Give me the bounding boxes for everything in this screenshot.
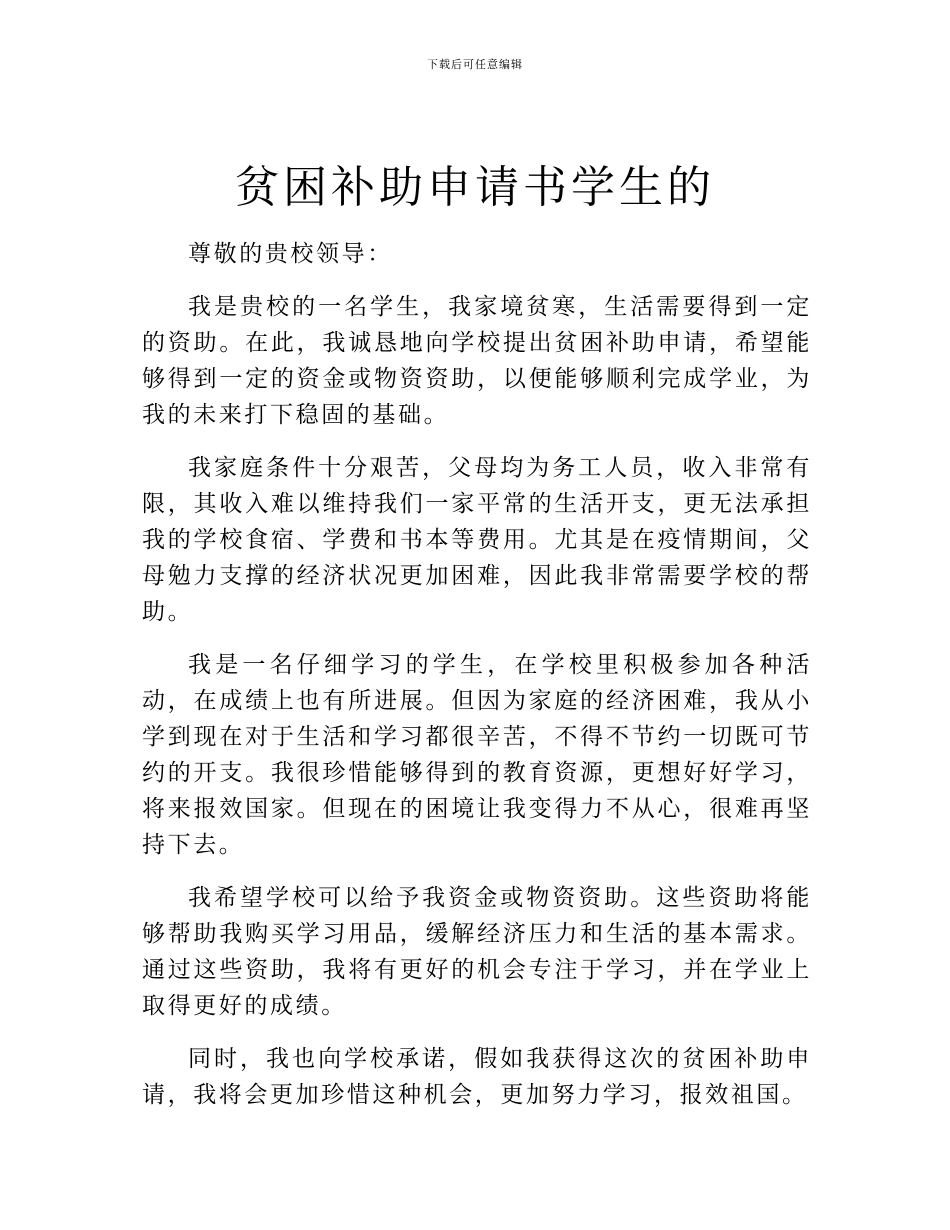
paragraph-4: 我希望学校可以给予我资金或物资资助。这些资助将能够帮助我购买学习用品，缓解经济压力和生活的基本需求。通过这些资助，我将有更好的机会专注于学习，并在学业上取得更好的成绩。	[142, 885, 812, 1019]
document-title: 贫困补助申请书学生的	[235, 162, 715, 213]
paragraph-3: 我是一名仔细学习的学生，在学校里积极参加各种活动，在成绩上也有所进展。但因为家庭的经济困难，我从小学到现在对于生活和学习都很辛苦，不得不节约一切既可节约的开支。我很珍惜能够得到的教育资源，更想好好学习，将来报效国家。但现在的困境让我变得力不从心，很难再坚持下去。	[142, 652, 812, 858]
paragraph-5: 同时，我也向学校承诺，假如我获得这次的贫困补助申请，我将会更加珍惜这种机会，更加努力学习，报效祖国。	[142, 1046, 812, 1108]
salutation: 尊敬的贵校领导：	[188, 241, 393, 267]
paragraph-2: 我家庭条件十分艰苦，父母均为务工人员，收入非常有限，其收入难以维持我们一家平常的生活开支，更无法承担我的学校食宿、学费和书本等费用。尤其是在疫情期间，父母勉力支撑的经济状况更加困难，因此我非常需要学校的帮助。	[142, 455, 812, 625]
paragraph-1: 我是贵校的一名学生，我家境贫寒，生活需要得到一定的资助。在此，我诚恳地向学校提出贫困补助申请，希望能够得到一定的资金或物资资助，以便能够顺利完成学业，为我的未来打下稳固的基础。	[142, 294, 812, 428]
document-body	[142, 236, 812, 1130]
page-header-note: 下载后可任意编辑	[427, 58, 523, 71]
